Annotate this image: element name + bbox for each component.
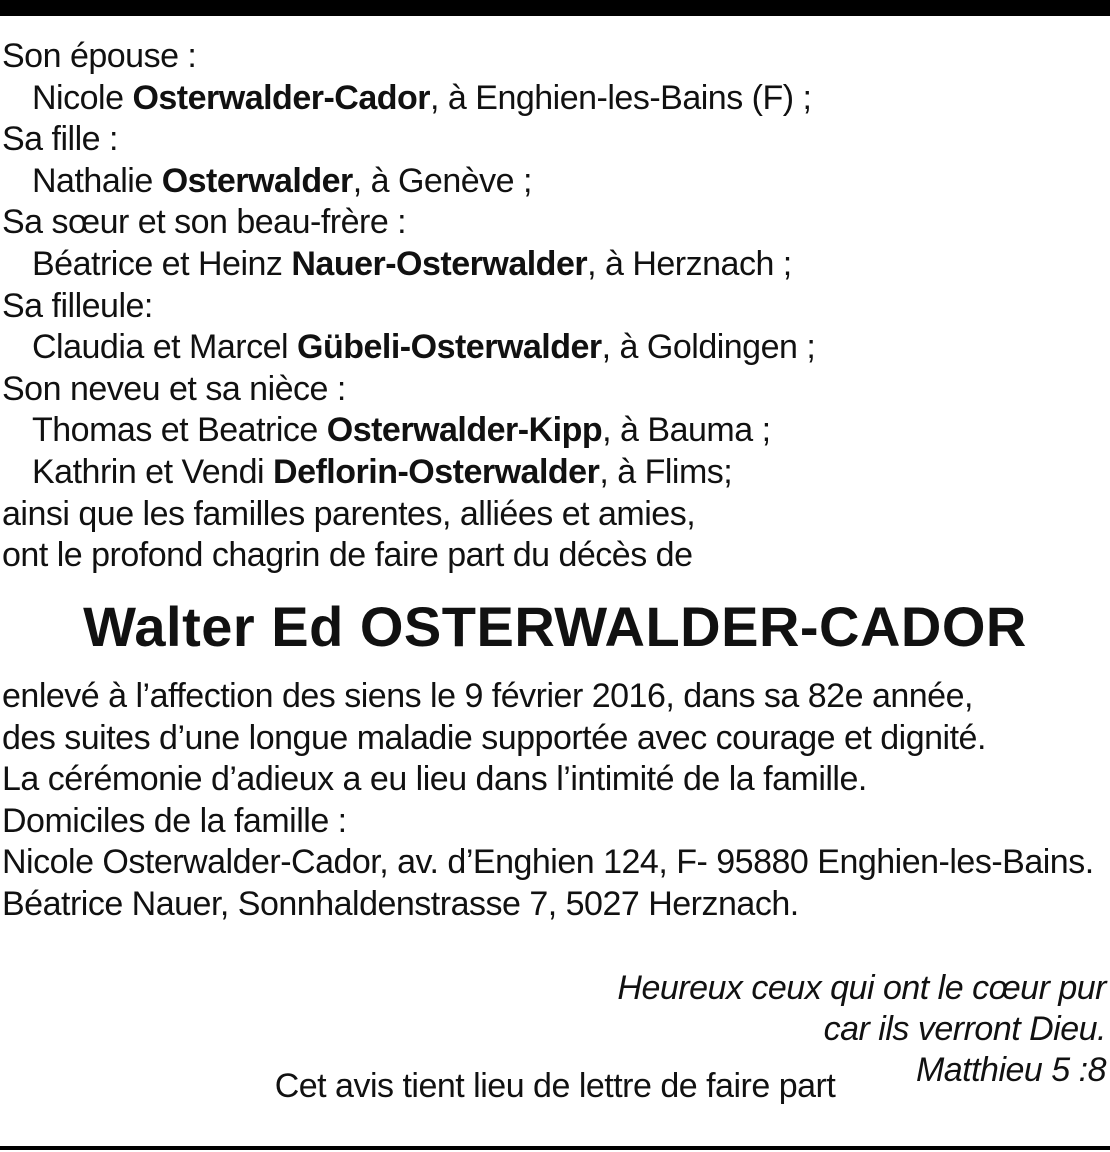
family-closing-text: ainsi que les familles parentes, alliées et amies, [2, 494, 696, 533]
family-member [2, 410, 1102, 452]
member-surname: Deflorin-Osterwalder [273, 452, 600, 491]
detail-line: enlevé à l’affection des siens le 9 février 2016, dans sa 82e année, [2, 677, 973, 715]
family-heading: Son neveu et sa nièce : [2, 369, 346, 408]
details-block [2, 676, 1102, 926]
member-surname: Nauer-Osterwalder [291, 244, 588, 283]
member-surname: Osterwalder [161, 161, 353, 200]
member-surname: Gübeli-Osterwalder [297, 328, 602, 367]
member-surname: Osterwalder-Kipp [326, 411, 603, 450]
member-suffix: , à Genève ; [352, 161, 532, 200]
member-suffix: , à Goldingen ; [601, 328, 816, 367]
deceased-name: Walter Ed OSTERWALDER-CADOR [83, 595, 1027, 658]
quote-reference: Matthieu 5 :8 [915, 1051, 1106, 1089]
family-member [2, 327, 1102, 369]
family-member [2, 452, 1102, 494]
top-rule [0, 0, 1110, 16]
detail-line: Nicole Osterwalder-Cador, av. d’Enghien 124, F- 95880 Enghien-les-Bains. [2, 843, 1094, 882]
bottom-rule [0, 1146, 1110, 1150]
member-prefix: Thomas et Beatrice [32, 411, 327, 450]
member-prefix: Béatrice et Heinz [32, 244, 292, 283]
detail-line: Domiciles de la famille : [2, 801, 347, 840]
member-surname: Osterwalder-Cador [132, 78, 431, 117]
detail-line: des suites d’une longue maladie supportée avec courage et dignité. [2, 718, 986, 757]
family-member [2, 78, 1102, 120]
family-member [2, 244, 1102, 286]
family-member [2, 161, 1102, 203]
family-heading: Sa fille : [2, 120, 118, 159]
detail-line: Béatrice Nauer, Sonnhaldenstrasse 7, 5027 Herznach. [2, 884, 799, 923]
member-prefix: Nicole [32, 78, 133, 117]
family-heading: Son épouse : [2, 37, 197, 75]
member-prefix: Claudia et Marcel [32, 328, 298, 367]
family-heading: Sa filleule: [2, 286, 153, 325]
family-list [2, 36, 1102, 577]
member-suffix: , à Herznach ; [587, 244, 792, 283]
member-suffix: , à Bauma ; [602, 411, 771, 450]
family-closing-text: ont le profond chagrin de faire part du décès de [2, 536, 693, 575]
footer-note: Cet avis tient lieu de lettre de faire part [274, 1067, 836, 1105]
member-suffix: , à Flims; [599, 452, 733, 491]
member-prefix: Kathrin et Vendi [32, 452, 274, 491]
detail-line: La cérémonie d’adieux a eu lieu dans l’intimité de la famille. [2, 760, 867, 799]
member-suffix: , à Enghien-les-Bains (F) ; [430, 78, 812, 117]
family-heading: Sa sœur et son beau-frère : [2, 203, 407, 242]
member-prefix: Nathalie [32, 161, 162, 200]
quote-line: car ils verront Dieu. [823, 1010, 1106, 1048]
quote-line: Heureux ceux qui ont le cœur pur [617, 969, 1106, 1007]
